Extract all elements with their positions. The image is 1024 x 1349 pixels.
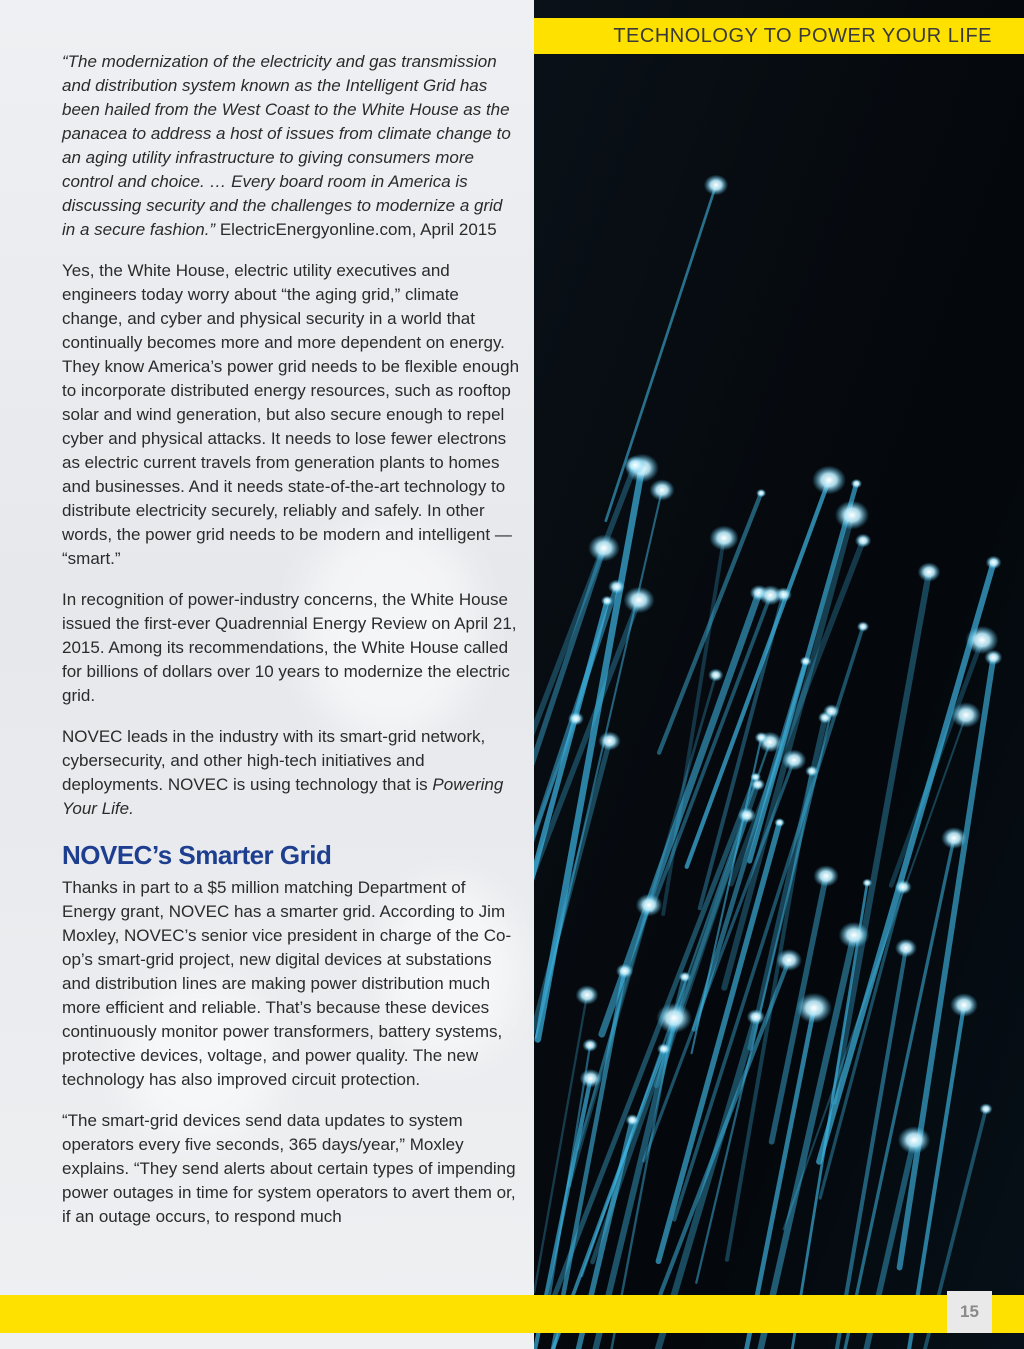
paragraph-smarter-grid: Thanks in part to a $5 million matching Department of Energy grant, NOVEC has a smarter grid. According to Jim Moxley, NOVEC’s senior vice president in charge of the Co-op’s smart-grid project, new digital devices at substations and distribution lines are making power distribution much more efficient and reliable. That’s because these devices continuously monitor power transformers, battery systems, protective devices, voltage, and power quality. The new technology has also improved circuit protection. [62,878,512,1089]
fiber-tip-glow [756,489,766,498]
fiber-tip-glow [951,702,981,727]
fiber-tip-glow [601,596,613,606]
fiber-tip-glow [679,972,691,983]
fiber-tip-glow [839,922,870,948]
quote-text: “The modernization of the electricity and gas transmission and distribution system known as the Intelligent Grid has been hailed from the West Coast to the White House as the panacea to address a host of issues from climate change to an aging utility infrastructure to giving consumers more control and choice. … Every board room in America is discussing security and the challenges to modernize a grid in a secure fashion.” [62,52,511,239]
fiber-tip-glow [950,993,978,1017]
page-number: 15 [960,1302,979,1321]
fiber-tip-glow [598,731,620,750]
fiber-tip-glow [750,772,761,781]
paragraph-novec-leads [62,725,520,821]
fiber-tip-glow [805,766,818,777]
fiber-tip-glow [862,879,872,888]
section-header-band [534,18,1024,54]
fiber-tip-glow [582,1039,597,1052]
fiber-tip-glow [580,1069,602,1088]
fiber-tip-glow [979,1103,992,1114]
section-subheading: NOVEC’s Smarter Grid [62,840,332,870]
fiber-tip-glow [812,466,846,495]
fiber-tip-glow [755,732,768,743]
fiber-tip-glow [800,656,812,666]
fiber-tip-glow [747,1009,765,1025]
fiber-tip-glow [918,562,941,581]
fiber-tip-glow [895,939,917,958]
fiber-tip-glow [855,534,871,548]
paragraph-aging-grid: Yes, the White House, electric utility executives and engineers today worry about “the aging grid,” climate change, and cyber and physical security in a world that continually becomes more and more dependent on energy. They know America’s power grid needs to be flexible enough to incorporate distributed energy resources, such as rooftop solar and wind generation, but also secure enough to repel cyber and physical attacks. It needs to lose fewer electrons as electric current travels from generation plants to homes and businesses. And it needs state-of-the-art technology to distribute electricity securely, reliably and safely. In other words, the power grid needs to be modern and intelligent — “smart.” [62,261,520,568]
page-number-box [947,1291,992,1333]
fiber-tip-glow [649,479,674,500]
fiber-tip-glow [636,894,663,917]
fiber-tip-glow [624,456,646,475]
fiber-tip-glow [708,669,723,682]
fiber-tip-glow [576,985,599,1005]
fiber-tip-glow [759,585,783,605]
fiber-tip-glow [568,712,584,726]
fiber-tip-glow [704,175,728,196]
fiber-tip-glow [623,587,654,613]
fiber-tip-glow [656,1003,692,1033]
fiber-tip-glow [588,534,620,561]
footer-band [0,1295,1024,1333]
fiber-tip-glow [616,964,633,979]
fiber-tip-glow [796,993,832,1023]
fiber-tip-glow [851,479,862,489]
paragraph-energy-review: In recognition of power-industry concerns, the White House issued the first-ever Quadrennial Energy Review on April 21, 2015. Among its recommendations, the White House called for billions of dollars over 10 years to modernize the electric grid. [62,590,517,705]
fiber-optic-photo [534,0,1024,1349]
fiber-tip-glow [625,1114,639,1126]
fiber-tip-glow [823,704,839,718]
paragraph-moxley-quote: “The smart-grid devices send data updates to system operators every five seconds, 365 days/year,” Moxley explains. “They send alerts about certain types of impending power outages in time for system operators to avert them or, if an outage occurs, to respond much [62,1111,516,1226]
fiber-tip-glow [774,818,785,827]
fiber-tip-glow [738,807,756,823]
fiber-tip-glow [835,500,869,529]
fiber-optic-cables-icon [534,0,1024,1349]
fiber-tip-glow [894,880,911,895]
section-title: TECHNOLOGY TO POWER YOUR LIFE [613,25,992,47]
fiber-tip-glow [986,556,1002,569]
fiber-tip-glow [776,949,802,971]
fiber-tip-glow [941,827,967,849]
paragraph-novec-leads-italic: Powering Your Life. [62,775,504,818]
opening-quote [62,50,520,242]
fiber-tip-glow [782,749,807,770]
paragraph-novec-leads-text: NOVEC leads in the industry with its smart-grid network, cybersecurity, and other high-tech initiatives and deployments. NOVEC is using technology that is [62,727,486,794]
fiber-tip-glow [813,865,838,887]
fiber-tip-glow [984,650,1002,665]
fiber-tip-glow [657,1043,670,1054]
article-body [62,50,520,1246]
fiber-tip-glow [608,580,625,594]
fiber-tip-glow [709,526,738,551]
fiber-tip-glow [857,621,869,631]
quote-source: ElectricEnergyonline.com, April 2015 [219,220,497,239]
fiber-tip-glow [898,1126,931,1154]
